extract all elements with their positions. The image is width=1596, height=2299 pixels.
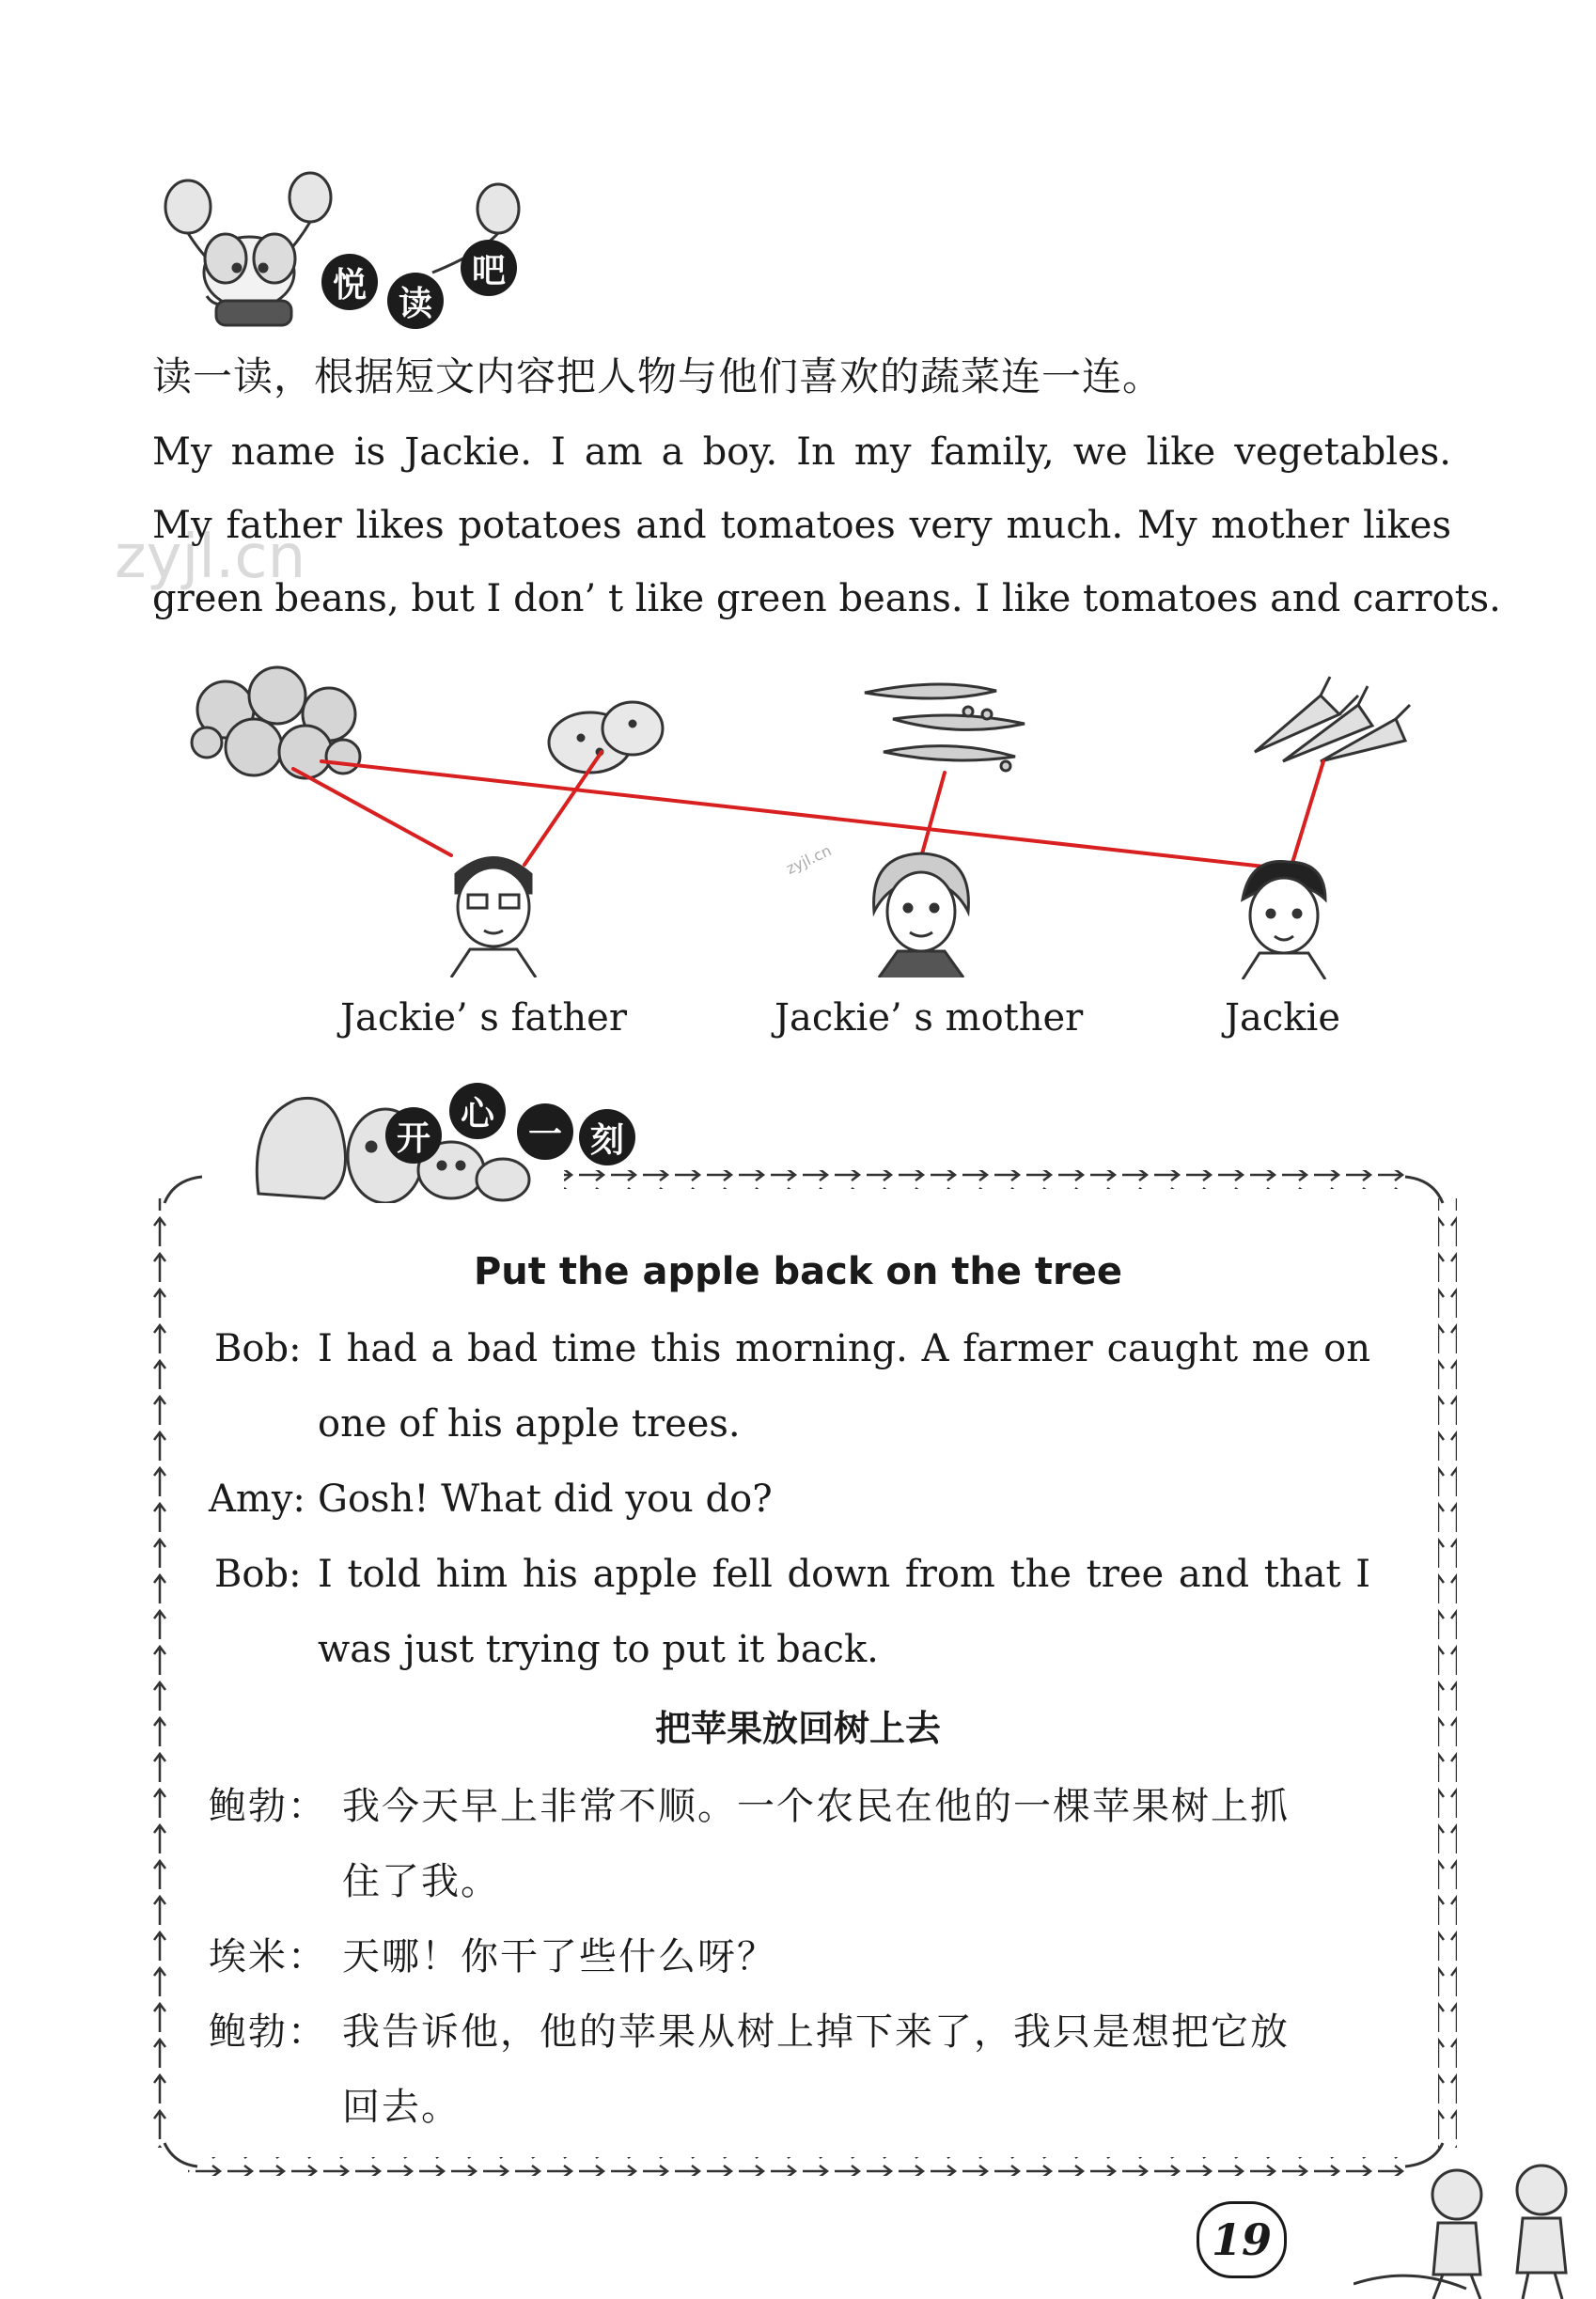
speaker-zh-amy: 埃米：	[209, 1935, 327, 1978]
joke-title-zh: 把苹果放回树上去	[654, 1708, 941, 1749]
dialogue-en-line-1: I had a bad time this morning. A farmer caught me on	[318, 1327, 1370, 1370]
joke-header-char-2: 心	[449, 1083, 506, 1139]
header-char-1: 悦	[321, 254, 378, 310]
small-watermark: zyjl.cn	[783, 841, 835, 878]
children-walking-icon	[1353, 2152, 1596, 2299]
header-char-2: 读	[387, 273, 444, 329]
speaker-amy: Amy:	[209, 1478, 305, 1521]
page-number: 19	[1197, 2201, 1287, 2278]
dialogue-en-line-4: I told him his apple fell down from the tree and that I	[318, 1553, 1370, 1596]
dialogue-zh-line-4: 我告诉他，他的苹果从树上掉下来了，我只是想把它放	[342, 2010, 1290, 2054]
joke-title-en: Put the apple back on the tree	[473, 1250, 1123, 1293]
speaker-bob-1: Bob:	[214, 1327, 302, 1370]
joke-header-char-1: 开	[385, 1107, 442, 1164]
dialogue-en-line-2: one of his apple trees.	[318, 1402, 741, 1446]
speaker-zh-bob-2: 鲍勃：	[209, 2010, 327, 2054]
watermark: zyjl.cn	[115, 523, 306, 592]
passage-line-2: My father likes potatoes and tomatoes very much. My mother likes	[152, 504, 1451, 547]
joke-header-char-4: 刻	[579, 1109, 635, 1165]
passage-line-3: green beans, but I don’ t like green beans. I like tomatoes and carrots.	[152, 577, 1501, 620]
header-char-3: 吧	[461, 240, 517, 296]
dialogue-zh-line-3: 天哪！你干了些什么呀？	[342, 1935, 776, 1978]
person-name-mother: Jackie’ s mother	[775, 996, 1084, 1040]
joke-header-char-3: 一	[517, 1103, 573, 1160]
speaker-zh-bob-1: 鲍勃：	[209, 1785, 327, 1828]
person-name-father: Jackie’ s father	[340, 996, 627, 1040]
passage-line-1: My name is Jackie. I am a boy. In my family, we like vegetables.	[152, 430, 1451, 474]
dialogue-zh-line-2: 住了我。	[342, 1860, 500, 1903]
dialogue-en-line-3: Gosh! What did you do?	[318, 1478, 773, 1521]
dialogue-zh-line-1: 我今天早上非常不顺。一个农民在他的一棵苹果树上抓	[342, 1785, 1290, 1828]
person-name-jackie: Jackie	[1225, 996, 1340, 1040]
speaker-bob-2: Bob:	[214, 1553, 302, 1596]
dialogue-en-line-5: was just trying to put it back.	[318, 1628, 879, 1671]
instruction-text: 读一读，根据短文内容把人物与他们喜欢的蔬菜连一连。	[152, 353, 1164, 399]
dialogue-zh-line-5: 回去。	[342, 2086, 461, 2129]
